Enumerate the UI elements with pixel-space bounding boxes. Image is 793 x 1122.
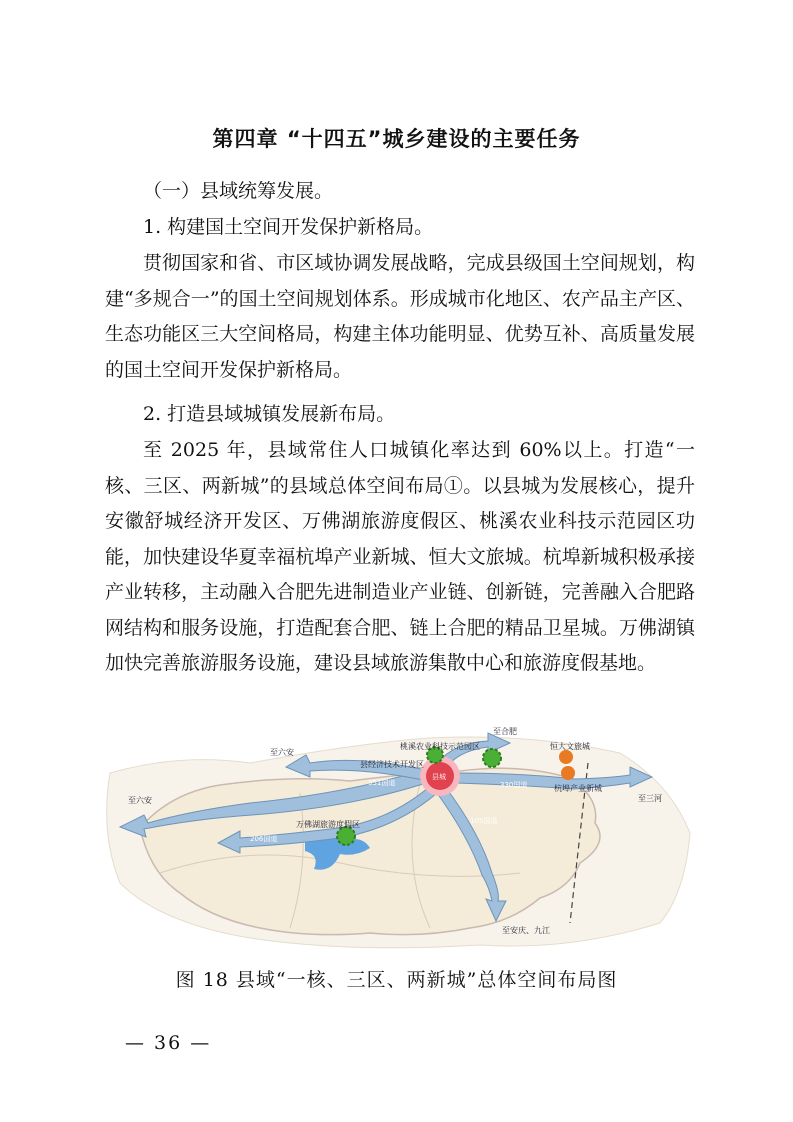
spatial-layout-map — [100, 723, 696, 955]
label-sanhe: 至三河 — [638, 794, 662, 803]
map-svg — [100, 723, 696, 955]
label-g351: 351国道 — [368, 779, 396, 787]
label-hangbu: 杭埠产业新城 — [554, 784, 602, 793]
label-wanfohu: 万佛湖旅游度假区 — [296, 820, 360, 829]
page-number: — 36 — — [125, 1032, 212, 1054]
label-liuan-west: 至六安 — [128, 796, 152, 805]
label-taoxi: 桃溪农业科技示范园区 — [400, 742, 480, 751]
label-core: 县城 — [432, 773, 446, 781]
chapter-title: 第四章 “十四五”城乡建设的主要任务 — [212, 127, 581, 151]
label-g330: 330国道 — [500, 781, 528, 789]
label-jingji: 县经济技术开发区 — [360, 760, 424, 769]
label-hefei: 至合肥 — [493, 727, 517, 736]
label-hengda: 恒大文旅城 — [550, 742, 590, 751]
node-hengda — [559, 750, 573, 764]
label-liuan-north: 至六安 — [270, 748, 294, 757]
node-hangbu — [561, 766, 575, 780]
node-taoxi — [483, 749, 501, 767]
section-heading: （一）县域统筹发展。 — [143, 180, 334, 202]
label-g206: 206国道 — [250, 835, 278, 843]
item-2-heading: 2. 打造县域城镇发展新布局。 — [143, 403, 396, 425]
item-1-heading: 1. 构建国土空间开发保护新格局。 — [143, 216, 434, 238]
node-wanfohu — [337, 827, 355, 845]
item-1-paragraph: 贯彻国家和省、市区域协调发展战略，完成县级国土空间规划，构建“多规合一”的国土空间规划体系。形成城市化地区、农产品主产区、生态功能区三大空间格局，构建主体功能明显、优势互补、高质量发展的国土空间开发保护新格局。 — [105, 252, 695, 381]
label-g105: 105国道 — [470, 817, 498, 825]
label-anqing: 至安庆、九江 — [502, 926, 550, 935]
figure-caption: 图 18 县域“一核、三区、两新城”总体空间布局图 — [175, 969, 618, 991]
item-2-paragraph: 至 2025 年，县域常住人口城镇化率达到 60%以上。打造“一核、三区、两新城”的县域总体空间布局①。以县城为发展核心，提升安徽舒城经济开发区、万佛湖旅游度假区、桃溪农业科技示范园区功能，加快建设华夏幸福杭埠产业新城、恒大文旅城。杭埠新城积极承接产业转移，主动融入合肥先进制造业产业链、创新链，完善融入合肥路网结构和服务设施，打造配套合肥、链上合肥的精品卫星城。万佛湖镇加快完善旅游服务设施，建设县域旅游集散中心和旅游度假基地。 — [105, 439, 695, 674]
